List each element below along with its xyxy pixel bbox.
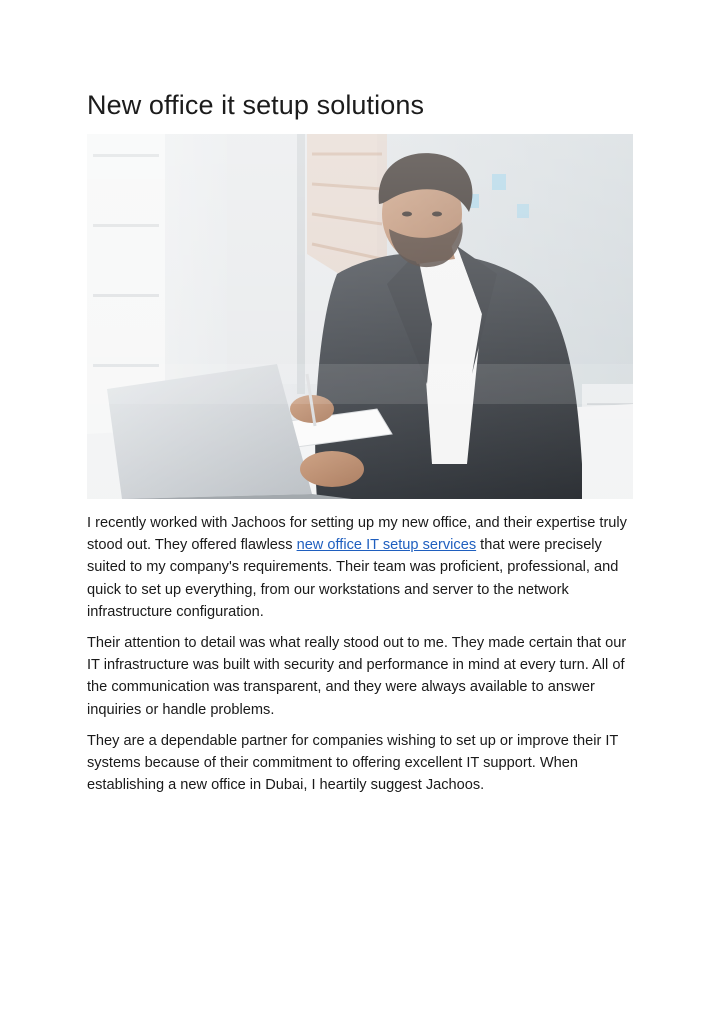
paragraph-3: They are a dependable partner for companies wishing to set up or improve their IT systems because of their commitment to offering excellent IT support. When establishing a new office in Dubai, I heartily suggest Jachoos.	[87, 732, 619, 794]
article-body	[87, 512, 635, 805]
article-photo	[87, 134, 633, 499]
paragraph-1-text-before: I recently worked with Jachoos for setting up my new office, and their expertise truly stood out. They offered flawless	[87, 515, 627, 554]
paragraph-2: Their attention to detail was what really stood out to me. They made certain that our IT infrastructure was built with security and performance in mind at every turn. All of the communication was transparent, and they were always available to answer inquiries or handle problems.	[87, 635, 627, 718]
paragraph-1	[87, 512, 635, 623]
page-title: New office it setup solutions	[87, 90, 425, 120]
photo-illustration	[87, 134, 633, 499]
new-office-it-setup-services-link[interactable]: new office IT setup services	[296, 537, 477, 554]
paragraph-1-text-after: that were precisely suited to my company's requirements. Their team was proficient, professional, and quick to set up everything, from our workstations and server to the network infrastructure configuration.	[87, 537, 619, 620]
